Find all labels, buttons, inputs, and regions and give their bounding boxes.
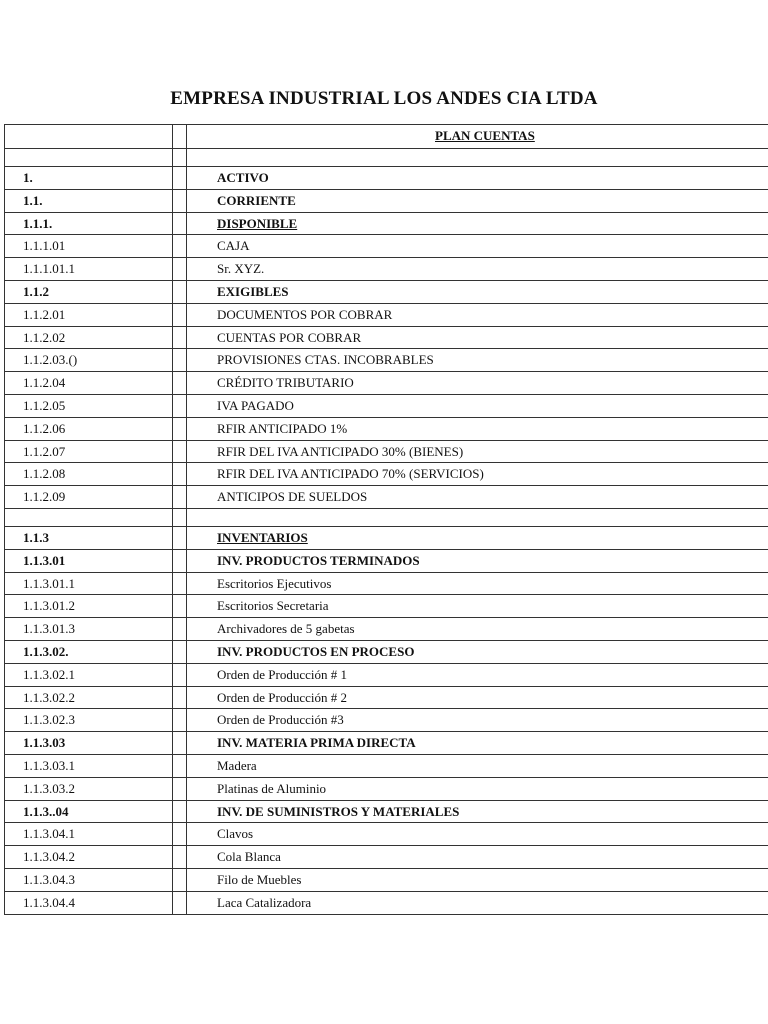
- account-name: Sr. XYZ.: [217, 261, 265, 277]
- spacer-cell: [173, 687, 187, 709]
- account-name-cell: [187, 755, 768, 777]
- account-code: 1.1.: [5, 190, 173, 212]
- account-name-cell: [187, 167, 768, 189]
- account-name-cell: [187, 441, 768, 463]
- account-code: 1.1.3.04.3: [5, 869, 173, 891]
- code-header-cell: [5, 125, 173, 148]
- account-code: 1.1.3.04.2: [5, 846, 173, 868]
- spacer-cell: [173, 709, 187, 731]
- account-name: Orden de Producción # 1: [217, 666, 347, 682]
- table-row: [4, 304, 768, 327]
- account-name-cell: [187, 190, 768, 212]
- account-code: 1.1.3.01.2: [5, 595, 173, 617]
- table-row: [4, 235, 768, 258]
- blank-row: [4, 149, 768, 167]
- spacer-cell: [173, 823, 187, 845]
- account-name-cell: [187, 664, 768, 686]
- account-name: INV. DE SUMINISTROS Y MATERIALES: [217, 803, 460, 819]
- account-name: Escritorios Ejecutivos: [217, 575, 332, 591]
- table-row: [4, 641, 768, 664]
- spacer-cell: [173, 418, 187, 440]
- account-code: [5, 509, 173, 526]
- account-code: 1.1.3.02.2: [5, 687, 173, 709]
- table-row: [4, 618, 768, 641]
- account-name-cell: [187, 213, 768, 235]
- account-name: Madera: [217, 757, 257, 773]
- account-name: PROVISIONES CTAS. INCOBRABLES: [217, 352, 434, 368]
- account-name: INV. PRODUCTOS TERMINADOS: [217, 552, 420, 568]
- spacer-cell: [173, 892, 187, 914]
- account-code: 1.1.3.03: [5, 732, 173, 754]
- spacer-cell: [173, 281, 187, 303]
- account-code: 1.1.1.01: [5, 235, 173, 257]
- spacer-cell: [173, 213, 187, 235]
- chart-of-accounts-table: [4, 124, 768, 915]
- spacer-cell: [173, 618, 187, 640]
- account-name-cell: [187, 304, 768, 326]
- account-name: CRÉDITO TRIBUTARIO: [217, 375, 354, 391]
- account-name: DOCUMENTOS POR COBRAR: [217, 306, 393, 322]
- table-row: [4, 441, 768, 464]
- account-name: RFIR ANTICIPADO 1%: [217, 420, 348, 436]
- spacer-cell: [173, 304, 187, 326]
- account-code: 1.1.2.01: [5, 304, 173, 326]
- account-name: CAJA: [217, 238, 250, 254]
- account-name: INVENTARIOS: [217, 529, 308, 545]
- account-name-cell: [187, 709, 768, 731]
- table-row: [4, 801, 768, 824]
- account-name-cell: [187, 778, 768, 800]
- account-code: 1.1.2.09: [5, 486, 173, 508]
- spacer-cell: [173, 527, 187, 549]
- document-title: EMPRESA INDUSTRIAL LOS ANDES CIA LTDA: [170, 88, 598, 109]
- account-name: Escritorios Secretaria: [217, 598, 329, 614]
- table-row: [4, 778, 768, 801]
- spacer-cell: [173, 258, 187, 280]
- spacer-cell: [173, 149, 187, 166]
- account-code: 1.: [5, 167, 173, 189]
- account-name: IVA PAGADO: [217, 397, 294, 413]
- account-name-cell: [187, 418, 768, 440]
- table-row: [4, 281, 768, 304]
- spacer-cell: [173, 486, 187, 508]
- table-row: [4, 258, 768, 281]
- account-code: 1.1.3.02.: [5, 641, 173, 663]
- spacer-cell: [173, 755, 187, 777]
- table-row: [4, 372, 768, 395]
- spacer-cell: [173, 463, 187, 485]
- account-code: 1.1.2.06: [5, 418, 173, 440]
- account-name-cell: [187, 869, 768, 891]
- table-row: [4, 327, 768, 350]
- spacer-cell: [173, 441, 187, 463]
- spacer-cell: [173, 550, 187, 572]
- account-name: DISPONIBLE: [217, 215, 298, 231]
- table-row: [4, 349, 768, 372]
- account-name: INV. PRODUCTOS EN PROCESO: [217, 643, 415, 659]
- account-name: ANTICIPOS DE SUELDOS: [217, 489, 368, 505]
- spacer-cell: [173, 372, 187, 394]
- account-name-cell: [187, 573, 768, 595]
- table-row: [4, 709, 768, 732]
- table-row: [4, 486, 768, 509]
- spacer-cell: [173, 846, 187, 868]
- account-name: Laca Catalizadora: [217, 894, 312, 910]
- account-code: 1.1.3.01.3: [5, 618, 173, 640]
- account-code: 1.1.2.03.(): [5, 349, 173, 371]
- account-name: RFIR DEL IVA ANTICIPADO 70% (SERVICIOS): [217, 466, 484, 482]
- spacer-cell: [173, 595, 187, 617]
- table-row: [4, 190, 768, 213]
- account-name-cell: [187, 281, 768, 303]
- account-code: 1.1.3.04.1: [5, 823, 173, 845]
- account-code: 1.1.3.01.1: [5, 573, 173, 595]
- table-row: [4, 550, 768, 573]
- account-code: 1.1.2.02: [5, 327, 173, 349]
- spacer-cell: [173, 509, 187, 526]
- table-row: [4, 869, 768, 892]
- table-row: [4, 823, 768, 846]
- account-code: 1.1.2: [5, 281, 173, 303]
- account-name-cell: [187, 327, 768, 349]
- spacer-cell: [173, 641, 187, 663]
- account-name: RFIR DEL IVA ANTICIPADO 30% (BIENES): [217, 443, 464, 459]
- account-name-cell: [187, 463, 768, 485]
- account-name-cell: [187, 486, 768, 508]
- account-code: 1.1.3.04.4: [5, 892, 173, 914]
- account-code: 1.1.2.07: [5, 441, 173, 463]
- table-row: [4, 509, 768, 527]
- table-row: [4, 892, 768, 915]
- account-name: Archivadores de 5 gabetas: [217, 621, 355, 637]
- spacer-cell: [173, 732, 187, 754]
- account-code: 1.1.3.03.1: [5, 755, 173, 777]
- account-name-cell: [187, 527, 768, 549]
- account-code: 1.1.3.02.3: [5, 709, 173, 731]
- account-code: 1.1.3: [5, 527, 173, 549]
- account-name-cell: [187, 801, 768, 823]
- account-name-cell: [187, 892, 768, 914]
- table-heading-label: PLAN CUENTAS: [435, 128, 535, 143]
- account-name-cell: [187, 823, 768, 845]
- account-name-cell: [187, 732, 768, 754]
- account-name-cell: [187, 235, 768, 257]
- account-code: 1.1.3.01: [5, 550, 173, 572]
- spacer-cell: [173, 349, 187, 371]
- spacer-cell: [173, 235, 187, 257]
- spacer-cell: [173, 125, 187, 148]
- account-name: Filo de Muebles: [217, 871, 302, 887]
- spacer-cell: [173, 190, 187, 212]
- account-name: CUENTAS POR COBRAR: [217, 329, 362, 345]
- account-name: INV. MATERIA PRIMA DIRECTA: [217, 735, 416, 751]
- account-code: 1.1.2.05: [5, 395, 173, 417]
- account-code: 1.1.2.08: [5, 463, 173, 485]
- account-name-cell: [187, 618, 768, 640]
- code-cell: [5, 149, 173, 166]
- account-name-cell: [187, 595, 768, 617]
- table-row: [4, 573, 768, 596]
- account-cell: [187, 149, 768, 166]
- table-row: [4, 846, 768, 869]
- account-name-cell: [187, 349, 768, 371]
- spacer-cell: [173, 167, 187, 189]
- table-row: [4, 595, 768, 618]
- spacer-cell: [173, 778, 187, 800]
- account-code: 1.1.3..04: [5, 801, 173, 823]
- account-name-cell: [187, 550, 768, 572]
- table-heading: [187, 125, 768, 148]
- table-row: [4, 395, 768, 418]
- account-name: Platinas de Aluminio: [217, 780, 327, 796]
- account-code: 1.1.2.04: [5, 372, 173, 394]
- table-row: [4, 664, 768, 687]
- spacer-cell: [173, 327, 187, 349]
- account-name-cell: [187, 395, 768, 417]
- account-name-cell: [187, 372, 768, 394]
- table-row: [4, 167, 768, 190]
- table-row: [4, 213, 768, 236]
- table-row: [4, 687, 768, 710]
- spacer-cell: [173, 573, 187, 595]
- account-name: Clavos: [217, 826, 254, 842]
- account-name-cell: [187, 258, 768, 280]
- spacer-cell: [173, 664, 187, 686]
- account-name: Orden de Producción #3: [217, 712, 344, 728]
- table-row: [4, 732, 768, 755]
- account-name-cell: [187, 509, 768, 526]
- account-name: Cola Blanca: [217, 849, 281, 865]
- table-row: [4, 527, 768, 550]
- table-row: [4, 418, 768, 441]
- table-row: [4, 755, 768, 778]
- account-code: 1.1.3.02.1: [5, 664, 173, 686]
- table-row: [4, 463, 768, 486]
- account-code: 1.1.1.: [5, 213, 173, 235]
- account-name-cell: [187, 641, 768, 663]
- account-name: EXIGIBLES: [217, 283, 289, 299]
- account-name: CORRIENTE: [217, 192, 296, 208]
- account-code: 1.1.1.01.1: [5, 258, 173, 280]
- table-header-row: [4, 125, 768, 149]
- account-name-cell: [187, 846, 768, 868]
- spacer-cell: [173, 869, 187, 891]
- account-name: ACTIVO: [217, 170, 269, 185]
- spacer-cell: [173, 801, 187, 823]
- account-name: Orden de Producción # 2: [217, 689, 347, 705]
- spacer-cell: [173, 395, 187, 417]
- account-name-cell: [187, 687, 768, 709]
- account-code: 1.1.3.03.2: [5, 778, 173, 800]
